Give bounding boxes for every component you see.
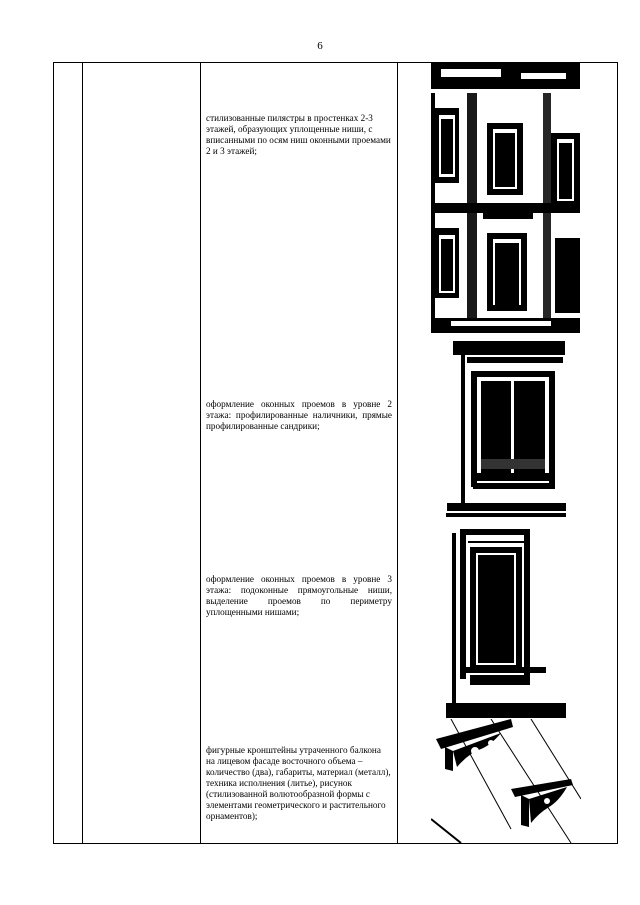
window-floor-2-photo — [447, 333, 566, 511]
description-windows-floor-3: оформление оконных проемов в уровне 3 этажа: подоконные прямоугольные ниши, выделение проемов по периметру уплощенными нишами; — [206, 574, 392, 617]
page-number: 6 — [317, 40, 323, 52]
window-floor-3-photo — [446, 513, 566, 718]
description-pilasters: стилизованные пилястры в простенках 2-3 этажей, образующих уплощенные ниши, с вписанными по осям ниш оконными проемами 2 и 3 этажей; — [206, 113, 391, 156]
table-cell-name — [83, 63, 201, 844]
facade-pilasters-photo — [431, 63, 580, 333]
description-windows-floor-2: оформление оконных проемов в уровне 2 этажа: профилированные наличники, прямые профилированные сандрики; — [206, 399, 392, 431]
description-balcony-brackets: фигурные кронштейны утраченного балкона на лицевом фасаде восточного объема – количество (два), габариты, материал (металл), техника исполнения (литье), рисунок (стилизованной волютообразной формы с элементами геометрического и растительного орнаментов); — [206, 745, 391, 821]
table-cell-description — [201, 63, 398, 844]
table-cell-number — [54, 63, 83, 844]
balcony-brackets-photo — [431, 719, 581, 843]
